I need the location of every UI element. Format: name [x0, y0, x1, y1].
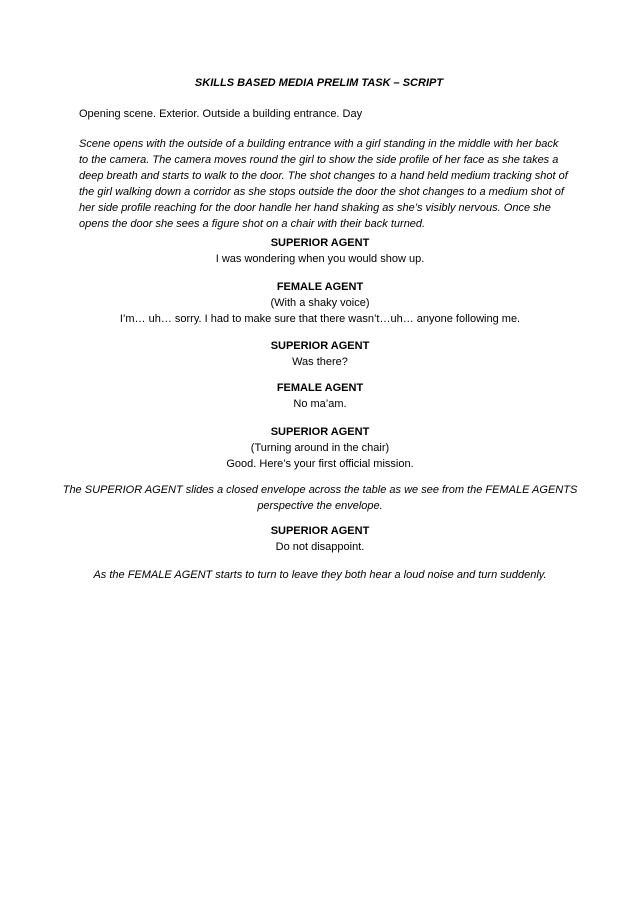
document-title: SKILLS BASED MEDIA PRELIM TASK – SCRIPT	[194, 77, 444, 89]
dialogue-block-1	[60, 235, 580, 267]
character-name: SUPERIOR AGENT	[270, 426, 370, 438]
dialogue-line: Do not disappoint.	[275, 541, 365, 553]
parenthetical: (With a shaky voice)	[270, 297, 370, 309]
character-name: FEMALE AGENT	[276, 281, 364, 293]
character-name: FEMALE AGENT	[276, 382, 364, 394]
character-name: SUPERIOR AGENT	[270, 340, 370, 352]
dialogue-block-3	[60, 338, 580, 370]
dialogue-line: I was wondering when you would show up.	[215, 253, 425, 265]
action-middle: The SUPERIOR AGENT slides a closed envelope across the table as we see from the FEMALE AGENTS perspective the envelope.	[62, 484, 578, 512]
dialogue-line: Was there?	[292, 356, 348, 368]
dialogue-block-2	[60, 279, 580, 327]
dialogue-block-5	[60, 424, 580, 472]
dialogue-line: No ma’am.	[293, 398, 347, 410]
dialogue-line: I’m… uh… sorry. I had to make sure that there wasn’t…uh… anyone following me.	[119, 313, 521, 325]
action-intro: Scene opens with the outside of a building entrance with a girl standing in the middle with her back to the camera. The camera moves round the girl to show the side profile of her face as she takes a deep breath and starts to walk to the door. The shot changes to a hand held medium tracking shot of the girl walking down a corridor as she stops outside the door the shot changes to a medium shot of her side profile reaching for the door handle her hand shaking as she’s visibly nervous. Once she opens the door she sees a figure shot on a chair with their back turned.	[79, 138, 568, 230]
character-name: SUPERIOR AGENT	[270, 525, 370, 537]
parenthetical: (Turning around in the chair)	[250, 442, 390, 454]
dialogue-block-6	[60, 523, 580, 555]
character-name: SUPERIOR AGENT	[270, 237, 370, 249]
dialogue-block-4	[60, 380, 580, 412]
action-end: As the FEMALE AGENT starts to turn to leave they both hear a loud noise and turn suddenly.	[93, 569, 547, 581]
scene-heading: Opening scene. Exterior. Outside a building entrance. Day	[79, 108, 363, 120]
dialogue-line: Good. Here’s your first official mission.	[226, 458, 414, 470]
